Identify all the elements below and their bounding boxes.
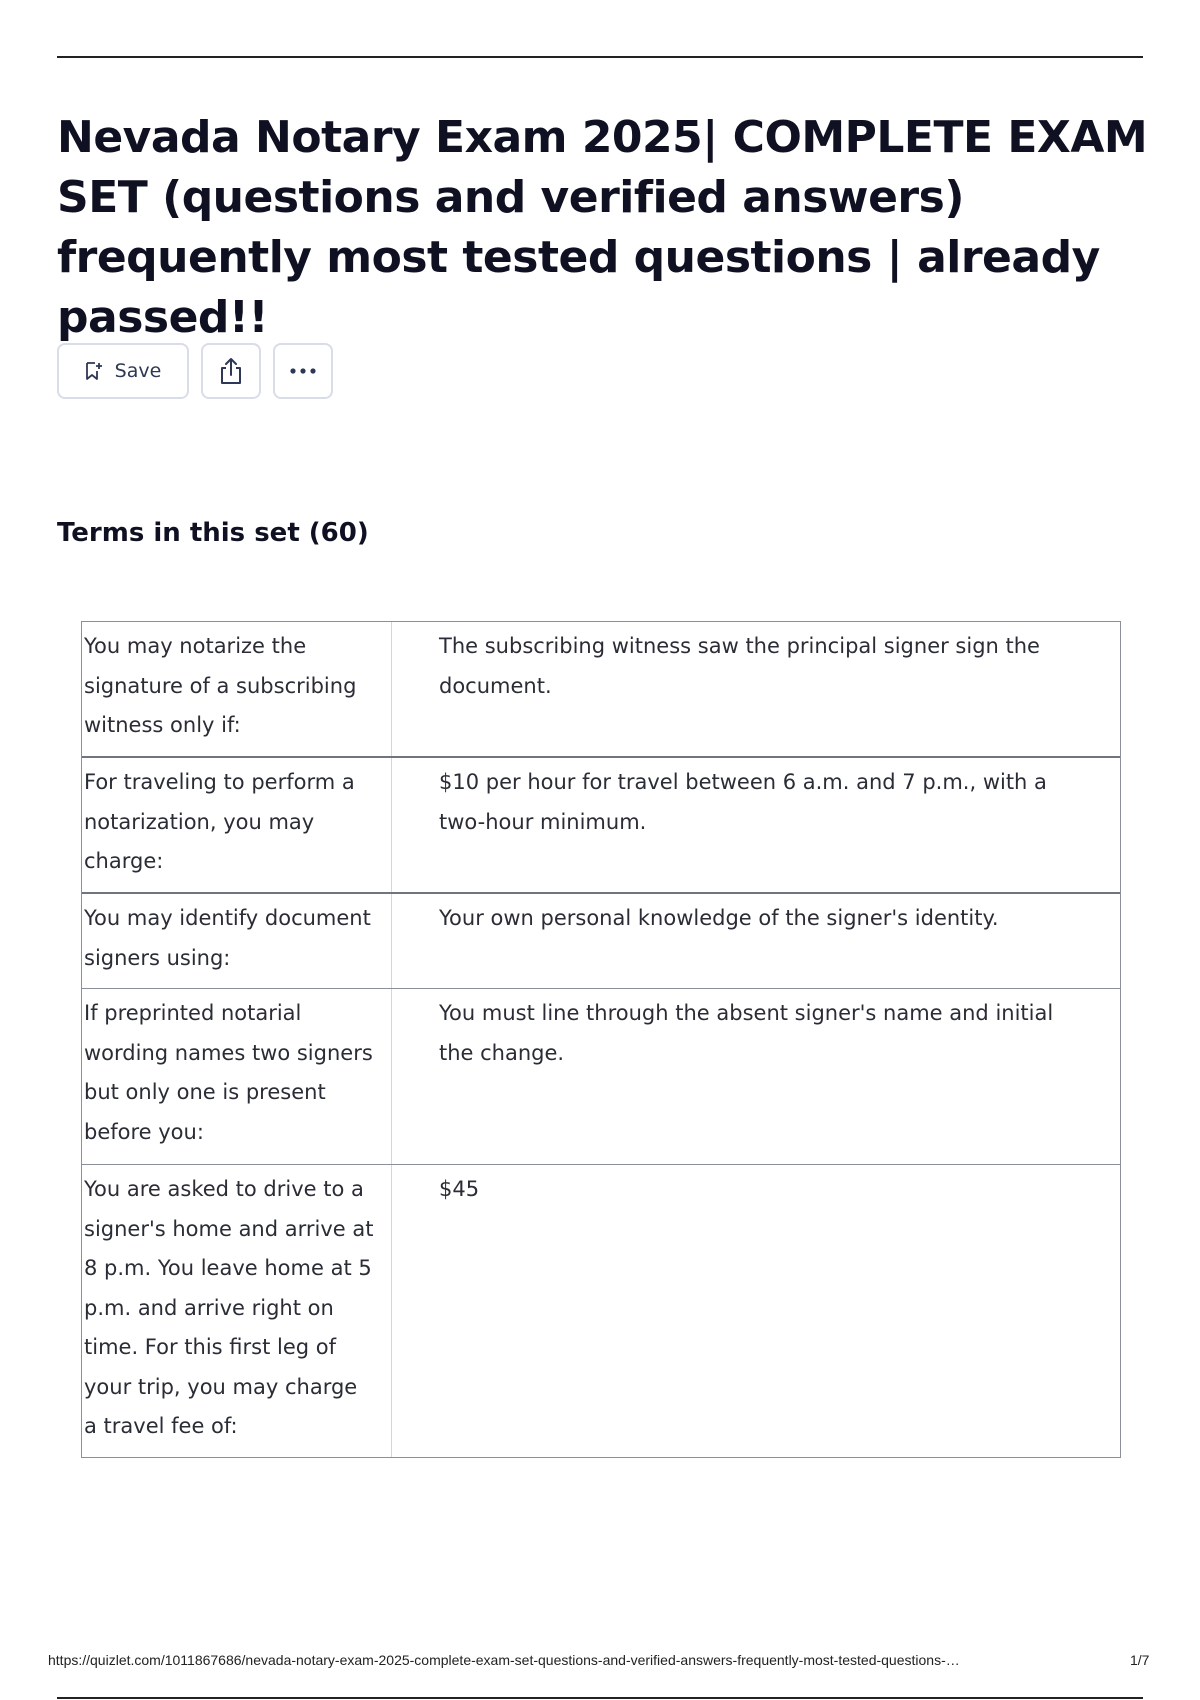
- term-row: [82, 622, 1120, 756]
- column-divider: [391, 894, 392, 988]
- bookmark-add-icon: [85, 361, 103, 381]
- page-number: 1/7: [1130, 1652, 1150, 1668]
- more-horizontal-icon: [289, 367, 317, 375]
- footer-divider: [57, 1697, 1143, 1699]
- term-row: [82, 756, 1120, 892]
- column-divider: [391, 758, 392, 892]
- term-row: [82, 892, 1120, 988]
- save-button[interactable]: [57, 343, 189, 399]
- save-label: Save: [114, 360, 162, 382]
- set-title: Nevada Notary Exam 2025| COMPLETE EXAM SET (questions and verified answers) frequently most tested questions | already passed!!: [57, 112, 1148, 343]
- definition-text: The subscribing witness saw the principal signer sign the document.: [439, 634, 1040, 698]
- column-divider: [391, 622, 392, 756]
- term-text: For traveling to perform a notarization, you may charge:: [84, 770, 355, 873]
- header-divider: [57, 56, 1143, 58]
- terms-heading: Terms in this set (60): [57, 518, 369, 548]
- definition-text: $10 per hour for travel between 6 a.m. and 7 p.m., with a two-hour minimum.: [439, 770, 1047, 834]
- share-button[interactable]: [201, 343, 261, 399]
- column-divider: [391, 989, 392, 1164]
- terms-table: [81, 621, 1121, 1458]
- page-url: https://quizlet.com/1011867686/nevada-notary-exam-2025-complete-exam-set-questions-and-verified-answers-frequently-most-tested-questions-…: [48, 1652, 960, 1668]
- term-row: [82, 988, 1120, 1164]
- term-text: You may identify document signers using:: [84, 906, 371, 970]
- term-text: If preprinted notarial wording names two signers but only one is present before you:: [84, 1001, 373, 1144]
- definition-text: Your own personal knowledge of the signer's identity.: [439, 906, 999, 930]
- definition-text: $45: [439, 1177, 480, 1201]
- share-icon: [218, 357, 244, 385]
- definition-text: You must line through the absent signer's name and initial the change.: [439, 1001, 1054, 1065]
- term-text: You may notarize the signature of a subscribing witness only if:: [84, 634, 357, 737]
- more-button[interactable]: [273, 343, 333, 399]
- term-row: [82, 1164, 1120, 1457]
- column-divider: [391, 1165, 392, 1457]
- term-text: You are asked to drive to a signer's home and arrive at 8 p.m. You leave home at 5 p.m. and arrive right on time. For this first leg of your trip, you may charge a travel fee of:: [84, 1177, 374, 1438]
